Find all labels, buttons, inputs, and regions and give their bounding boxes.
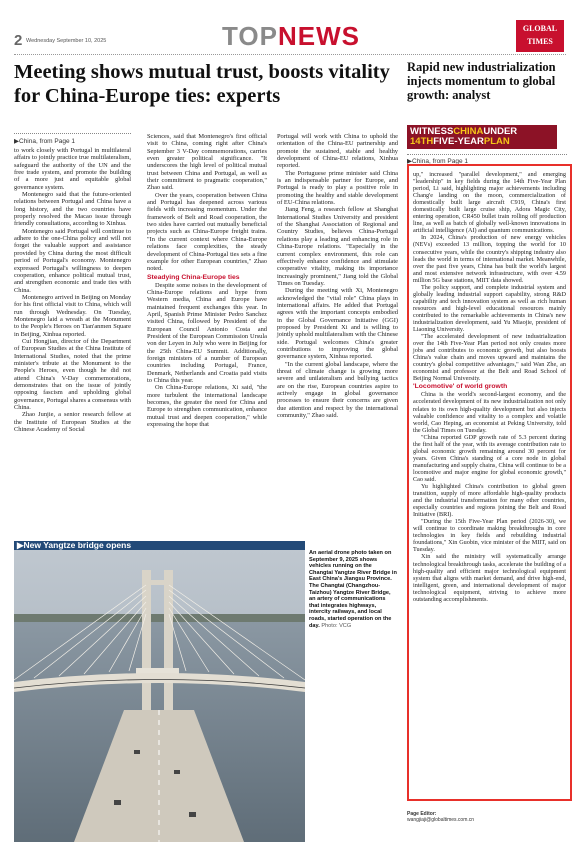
witness-word: WITNESS bbox=[410, 126, 454, 137]
paragraph: "China reported GDP growth rate of 5.3 percent during the first half of the year, with its average contribution rate to global economic growth remaining around 30 percent for years. Given China's standing of a core node in global manufacturing and supply chains, China will continue to be a locomotive and major engine for global economic growth," Cao said. bbox=[413, 433, 566, 483]
kicker-text: China, from Page 1 bbox=[19, 138, 76, 145]
paragraph: Sciences, said that Montenegro's first official visit to China, coming right after China's September 3 V-Day commemorations, carries even greater political significance. "It underscores the high level of political mutual trust between China and Portugal, as well as their commitment to pragmatic cooperation," Zhao said. bbox=[147, 133, 267, 192]
logo-line1: GLOBAL bbox=[522, 24, 558, 33]
right-headline: Rapid new industrialization injects momentum to global growth: analyst bbox=[407, 60, 556, 102]
paragraph: Xin said the ministry will systematically arrange technological breakthrough tasks, accelerate the building of a high-quality and efficient major technological equipment system that aligns with market demand, and drive high-end, intelligent, green, and international development of major technological equipment, striving to achieve more outstanding accomplishments. bbox=[413, 553, 566, 603]
witness-word: CHINA bbox=[453, 126, 484, 137]
paragraph: "During the 15th Five-Year Plan period (2026-30), we will continue to coordinate making breakthroughs in core technologies in key fields and rebuilding industrial foundations," Xin Guobin, vice minister of the MIIT, said on Tuesday. bbox=[413, 518, 566, 554]
issue-date: Wednesday September 10, 2025 bbox=[26, 38, 107, 44]
paragraph: Jiang Feng, a research fellow at Shanghai International Studies University and president of the Shanghai Association of Regional and Country Studies, believes China-Portugal relations play a leading and enhancing role in China-Europe relations. "Especially in the current complex environment, this role can effectively enhance confidence and stimulate cooperative vitality, making its importance increasingly prominent," Jiang told the Global Times on Tuesday. bbox=[277, 206, 398, 287]
paragraph: The Portuguese prime minister said China is an indispensable partner for Europe, and Portugal is ready to play a positive role in promoting the healthy and stable development of EU-China relations. bbox=[277, 169, 398, 207]
section-title bbox=[222, 21, 360, 52]
paragraph: Despite some noises in the development of China-Europe relations and hype from Western media, China and Europe have maintained frequent exchanges this year. In April, Spanish Prime Minister Pedro Sanchez visited China, followed by President of the European Council Antonio Costa and President of the European Commission Ursula von der Leyen in July who were in Beijing for the 25th China-EU Summit. Additionally, foreign ministers of a number of European countries including Portugal, France, Denmark, Netherlands and Croatia paid visits to China this year. bbox=[147, 281, 267, 384]
column-3 bbox=[277, 133, 398, 419]
article-body bbox=[147, 133, 267, 273]
paragraph: Montenegro said that the future-oriented relations between Portugal and China have a long history, and the two countries have properly resolved the Macao issue through friendly consultations, according to Xinhua. bbox=[14, 191, 131, 228]
paragraph: Portugal will work with China to uphold the orientation of the China-EU partnership and promote the sustained, stable and healthy development of China-EU relations, Xinhua reported. bbox=[277, 133, 398, 170]
section-title-top: TOP bbox=[222, 21, 278, 51]
page-editor bbox=[407, 811, 474, 823]
paragraph: On China-Europe relations, Xi said, "the more turbulent the international landscape becomes, the greater the need for China and Europe to strengthen communication, enhance mutual trust and deepen cooperation," while expressing the hope that bbox=[147, 384, 267, 429]
column-2 bbox=[147, 133, 267, 428]
kicker bbox=[14, 137, 131, 145]
paragraph: Over the years, cooperation between China and Portugal has deepened across various fields with increasing momentum. Under the framework of Belt and Road cooperation, the two sides have carried out mutually beneficial projects such as China-Europe freight trains. "In the current context where China-Europe relations face complexities, the steady development of China-Portugal ties sets a fine example for other European countries," Zhao noted. bbox=[147, 191, 267, 273]
photo-section-title: New Yangtze bridge opens bbox=[23, 540, 132, 550]
paragraph: China is the world's second-largest economy, and the accelerated development of its new industrialization not only relates to its own high-quality development but also injects valuable confidence and vitality to a complex and volatile world, Cao Heping, an economist at Peking University, told the Global Times on Tuesday. bbox=[413, 391, 566, 434]
editor-email: wangjiaji@globaltimes.com.cn bbox=[407, 817, 475, 823]
paragraph: Montenegro said Portugal will continue to adhere to the one-China policy and will not forget the valuable support and assistance provided by China during the most difficult period of Portugal's economy. Montenegro expressed Portugal's willingness to deepen cooperation, enhance political mutual trust, and strengthen economic and trade ties with China. bbox=[14, 227, 131, 294]
subhead: Steadying China-Europe ties bbox=[147, 273, 240, 281]
caption-text: An aerial drone photo taken on September 9, 2025 shows vehicles running on the Changtai Yangtze River Bridge in East China's Jiangsu Province. The Changtai (Changzhou-Taizhou) Yangtze River Bridge, an artery of communications that integrates highways, intercity railways, and local roads, started operation on the day. bbox=[309, 550, 397, 629]
column-divider bbox=[14, 133, 131, 134]
paragraph: The policy support, and complete industrial system and globally leading industrial support capability, strong R&D capability and tech innovation system as well as rich human resources and high-level educational resources mainly contributed to the remarkable achievements in China's new industrialization development, said Yu Miaojie, president of Liaoning University. bbox=[413, 283, 566, 334]
paragraph: Montenegro arrived in Beijing on Monday for his first official visit to China, which will run through Wednesday. On Tuesday, Montenegro laid a wreath at the Monument to the People's Heroes on Tian'anmen Square in Beijing, Xinhua reported. bbox=[14, 293, 131, 338]
article-body bbox=[413, 391, 566, 602]
witness-banner bbox=[407, 125, 557, 149]
logo-line2: TIMES bbox=[527, 37, 553, 46]
global-times-logo bbox=[516, 20, 564, 52]
arrow-right-icon: ▶ bbox=[407, 158, 412, 165]
paragraph: "In the current global landscape, where the threat of climate change is growing more severe and unilateralism and bullying tactics are on the rise, European countries aspire to actively engage in global governance processes to ensure their concerns are given due attention and respect by the international community," Zhao said. bbox=[277, 360, 398, 420]
column-divider bbox=[407, 154, 567, 155]
paragraph: up," increased "parallel development," and emerging "leadership" in key fields during the 14th Five-Year Plan period, Li said, highlighting major achievements including Chang'e landing on the moon, commercialization of domestically built large aircraft C919, China's first domestically built large cruise ship, Adora Magic City, entering operation, CR450 bullet train rolling off production line, as well as batch of globally well-known innovations in artificial intelligence (AI) and quantum communications. bbox=[413, 171, 566, 235]
arrow-right-icon: ▶ bbox=[14, 138, 19, 145]
page-number: 2 bbox=[14, 32, 23, 49]
editor-label: Page Editor: bbox=[407, 811, 437, 817]
article-body bbox=[14, 147, 131, 433]
photo-caption bbox=[309, 550, 397, 629]
photo-credit: Photo: VCG bbox=[321, 622, 352, 629]
paragraph: Cui Hongjian, director of the Department of European Studies at the China Institute of International Studies, noted that the prime minister's tribute at the Monument to the People's Heroes, even though he did not attend China's V-Day commemorations, demonstrates that on the issue of jointly opposing fascism and upholding global governance, Portugal shares a consensus with China. bbox=[14, 337, 131, 412]
paragraph: "The accelerated development of new industrialization over the 14th Five-Year Plan period not only creates more jobs and contributes to economic growth, but also boosts China's value chain and moves upward and maintains the country's global competitive advantages," said Wan Zhe, an economist and professor at the Belt and Road School of Beijing Normal University. bbox=[413, 333, 566, 383]
bridge-photo bbox=[14, 550, 305, 842]
witness-word: 14TH bbox=[410, 136, 434, 147]
photo-section-bar bbox=[14, 541, 305, 550]
arrow-right-icon: ▶ bbox=[17, 540, 24, 550]
article-body bbox=[147, 282, 267, 429]
witness-word: FIVE-YEAR bbox=[433, 136, 484, 147]
paragraph: to work closely with Portugal in multilateral affairs to jointly practice true multilateralism, safeguard the authority of the UN and the free trade system, and promote the building of a more just and equitable global governance system. bbox=[14, 147, 131, 191]
section-title-news: NEWS bbox=[277, 21, 360, 51]
subhead: 'Locomotive' of world growth bbox=[413, 383, 508, 391]
right-article-highlight bbox=[407, 164, 572, 801]
witness-word: UNDER bbox=[483, 126, 518, 137]
main-headline: Meeting shows mutual trust, boosts vitality for China-Europe ties: experts bbox=[14, 61, 390, 107]
kicker-text: China, from Page 1 bbox=[412, 158, 469, 165]
paragraph: Yu highlighted China's contribution to global green transition, supply of more affordable high-quality products and the industrial transformation for many other countries, especially countries and regions joining the Belt and Road Initiative (BRI). bbox=[413, 483, 566, 519]
article-body bbox=[277, 133, 398, 419]
paragraph: Zhao Junjie, a senior research fellow at the Institute of European Studies at the Chinese Academy of Social bbox=[14, 411, 131, 434]
column-1 bbox=[14, 133, 131, 433]
witness-word: PLAN bbox=[483, 136, 510, 147]
header-divider bbox=[14, 54, 566, 55]
paragraph: During the meeting with Xi, Montenegro acknowledged the "vital role" China plays in international affairs. He added that Portugal agrees with the important concepts embodied in the Global Governance Initiative (GGI) proposed by President Xi and is willing to jointly uphold multilateralism with the Chinese side. Portugal welcomes China's greater contributions to improving the global governance system, Xinhua reported. bbox=[277, 287, 398, 361]
article-body bbox=[413, 171, 566, 382]
paragraph: In 2024, China's production of new energy vehicles (NEVs) exceeded 13 million, topping the world for 10 consecutive years, while the country's shipping industry also leads the world in terms of international market. Meanwhile, over the past five years, China has built the world's largest and most extensive network infrastructure, with over 4.59 million 5G base stations, MIIT data showed. bbox=[413, 234, 566, 284]
